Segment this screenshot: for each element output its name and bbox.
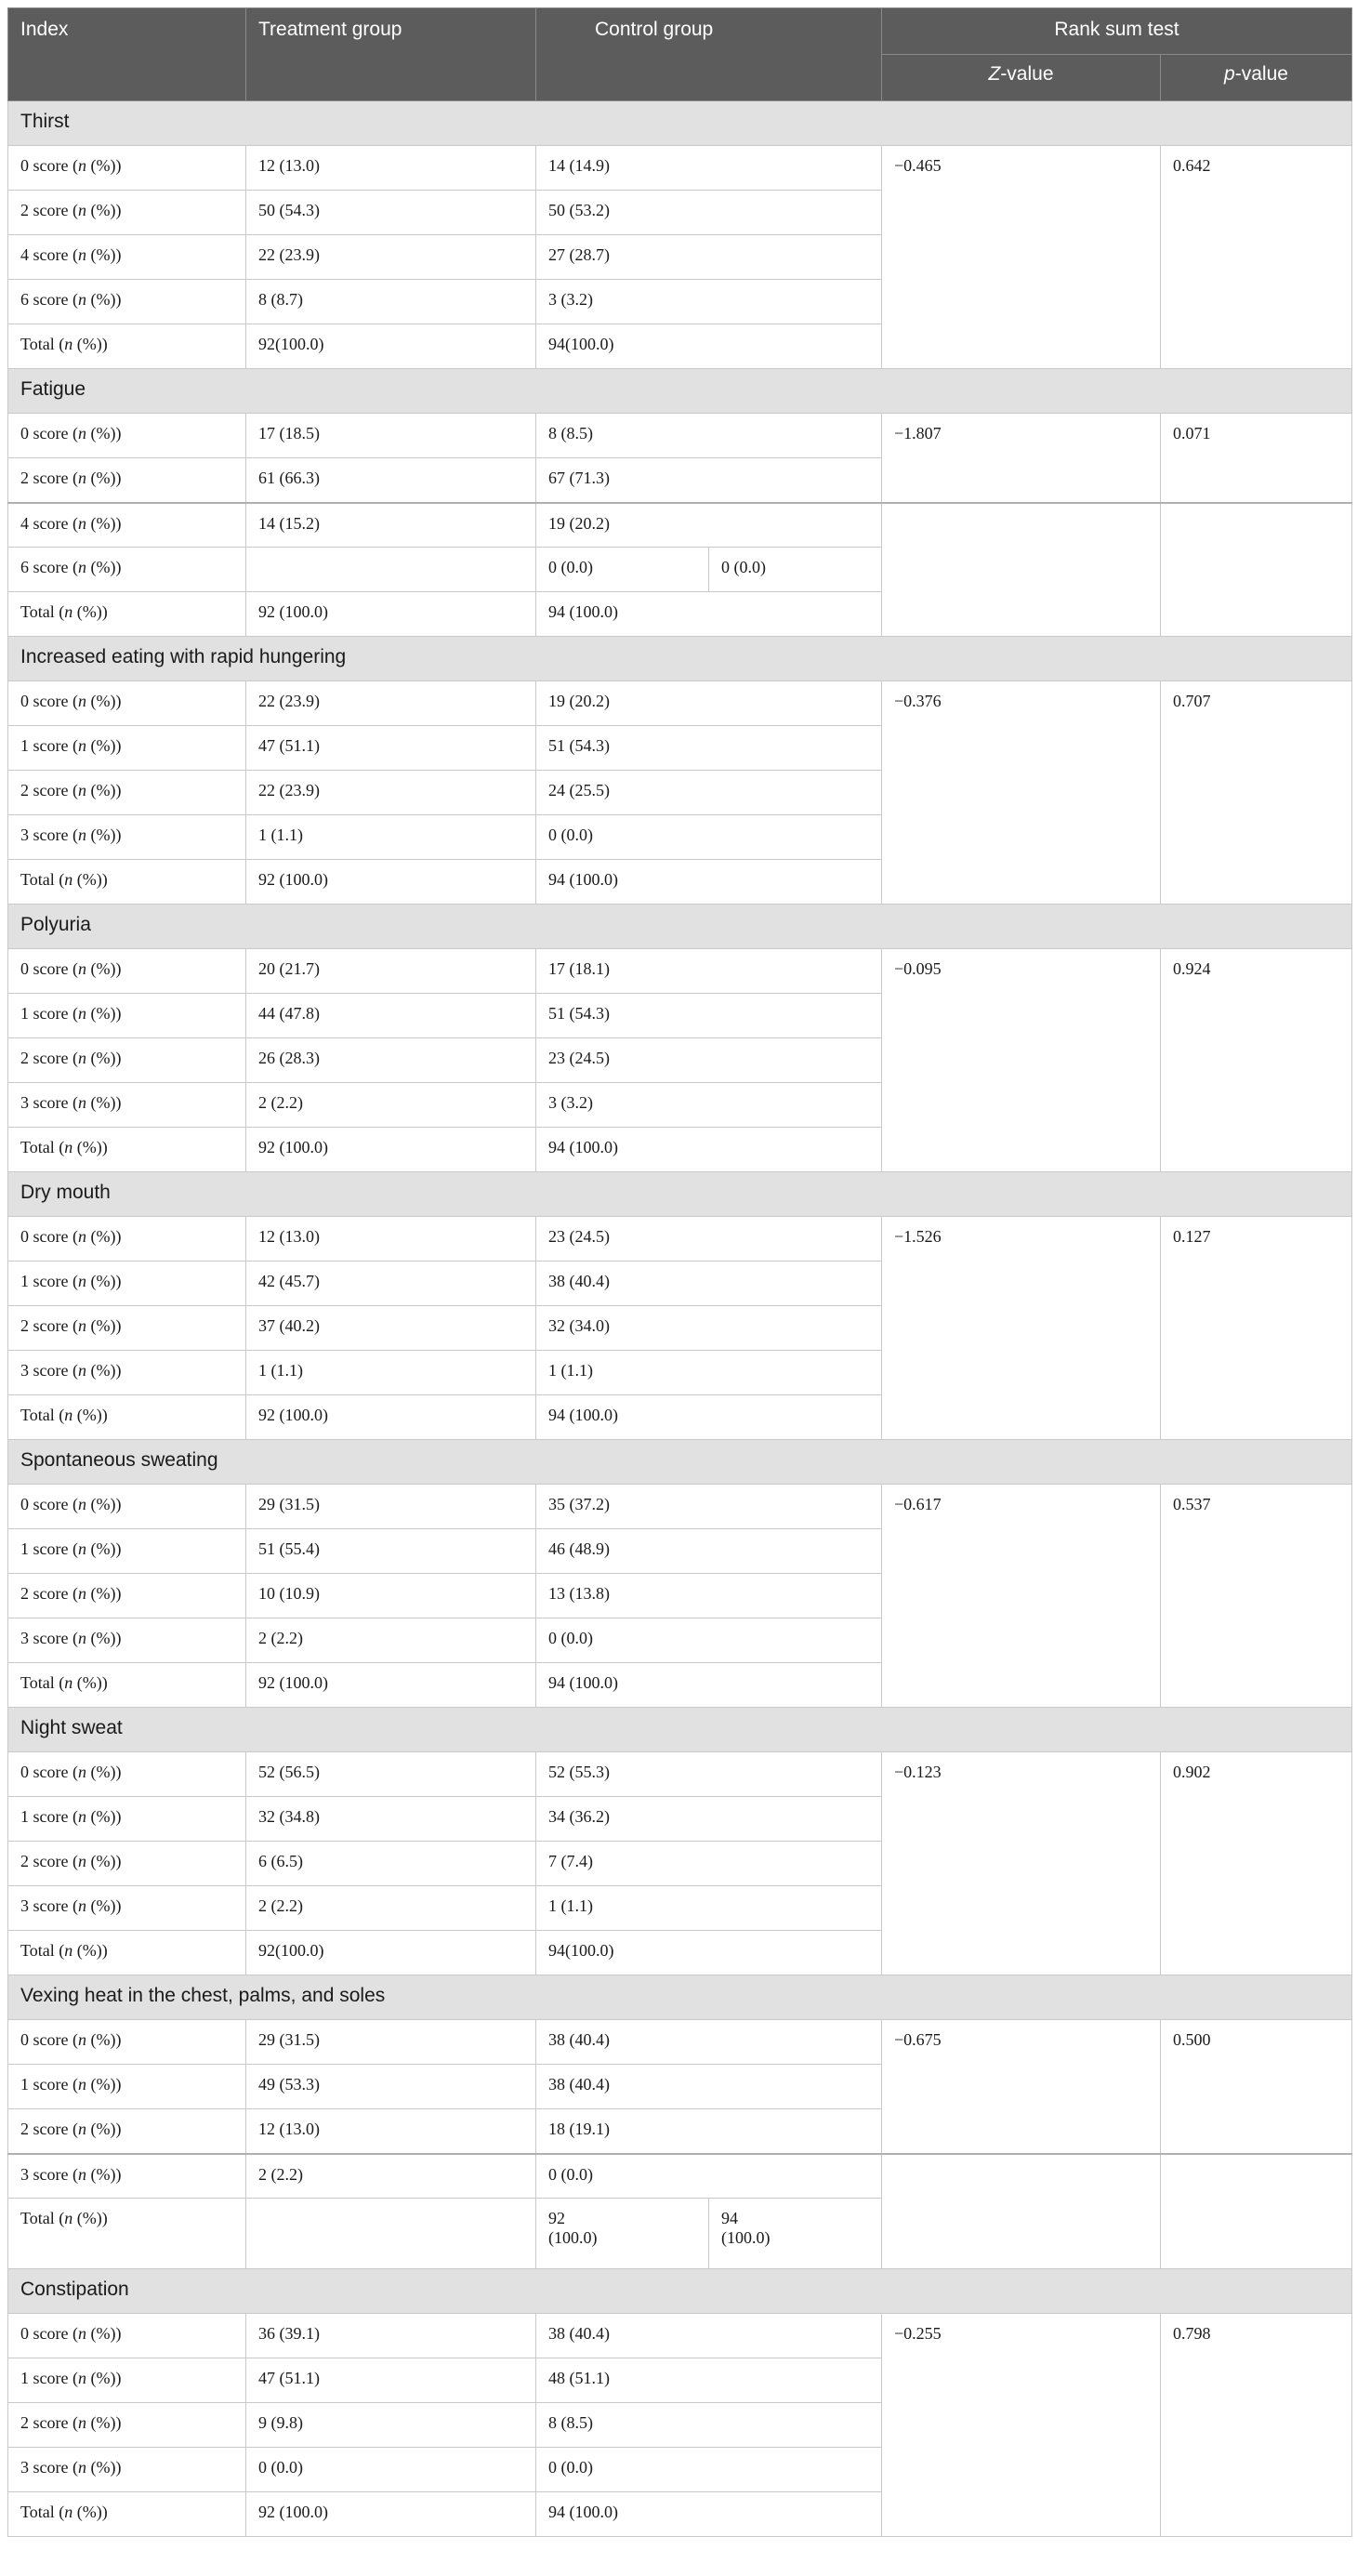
row-label: 0 score (n (%)) [8, 1752, 246, 1797]
treatment-cell: 92(100.0) [246, 324, 536, 369]
treatment-cell: 29 (31.5) [246, 1485, 536, 1529]
section-title: Dry mouth [8, 1172, 1352, 1217]
n-symbol: n [77, 1896, 86, 1915]
table-row [8, 414, 1352, 458]
treatment-cell: 29 (31.5) [246, 2020, 536, 2065]
z-value-cell: −0.465 [882, 146, 1161, 369]
n-symbol: n [77, 2324, 86, 2343]
treatment-cell: 0 (0.0) [246, 2448, 536, 2492]
p-value-cell: 0.798 [1161, 2314, 1352, 2537]
row-label: 2 score (n (%)) [8, 1842, 246, 1886]
row-label: 3 score (n (%)) [8, 2154, 246, 2199]
section-title: Spontaneous sweating [8, 1440, 1352, 1485]
n-symbol: n [77, 2369, 86, 2387]
treatment-cell: 92 (100.0) [246, 860, 536, 905]
section-header [8, 905, 1352, 949]
section-header [8, 637, 1352, 681]
row-label: 2 score (n (%)) [8, 771, 246, 815]
z-value-cell: −0.123 [882, 1752, 1161, 1975]
treatment-cell: 50 (54.3) [246, 191, 536, 235]
section-title: Polyuria [8, 905, 1352, 949]
n-symbol: n [77, 1807, 86, 1826]
row-label: 1 score (n (%)) [8, 726, 246, 771]
treatment-cell: 92 (100.0) [246, 1395, 536, 1440]
header-control-label: Control group [595, 19, 714, 40]
control-cell: 27 (28.7) [536, 235, 882, 280]
n-symbol: n [77, 1495, 86, 1513]
control-cell: 94(100.0) [536, 1931, 882, 1975]
row-label: 0 score (n (%)) [8, 1485, 246, 1529]
treatment-cell: 32 (34.8) [246, 1797, 536, 1842]
n-symbol: n [77, 2030, 86, 2049]
row-label: 2 score (n (%)) [8, 2403, 246, 2448]
row-label: 2 score (n (%)) [8, 2109, 246, 2154]
treatment-cell: 22 (23.9) [246, 681, 536, 726]
treatment-cell: 37 (40.2) [246, 1306, 536, 1351]
n-symbol: n [64, 1138, 73, 1156]
p-value-cell: 0.902 [1161, 1752, 1352, 1975]
control-cell: 94 (100.0) [536, 592, 882, 637]
row-label: Total (n (%)) [8, 324, 246, 369]
row-label: 3 score (n (%)) [8, 1351, 246, 1395]
n-symbol: n [77, 1584, 86, 1603]
treatment-cell: 36 (39.1) [246, 2314, 536, 2358]
treatment-cell: 22 (23.9) [246, 771, 536, 815]
control-cell: 17 (18.1) [536, 949, 882, 994]
n-symbol: n [77, 1763, 86, 1781]
control-cell: 7 (7.4) [536, 1842, 882, 1886]
control-cell: 94 (100.0) [536, 1395, 882, 1440]
control-cell: 94 (100.0) [536, 1128, 882, 1172]
treatment-cell: 10 (10.9) [246, 1574, 536, 1618]
treatment-cell: 14 (15.2) [246, 503, 536, 548]
control-cell: 52 (55.3) [536, 1752, 882, 1797]
n-symbol: n [64, 1941, 73, 1960]
row-label: 0 score (n (%)) [8, 1217, 246, 1262]
header-z-prefix: Z [988, 63, 1001, 85]
control-cell: 13 (13.8) [536, 1574, 882, 1618]
row-label: 4 score (n (%)) [8, 503, 246, 548]
row-label: Total (n (%)) [8, 2199, 246, 2269]
control-value: 92 [548, 2209, 565, 2227]
treatment-cell: 17 (18.5) [246, 414, 536, 458]
n-symbol: n [77, 959, 86, 978]
n-symbol: n [77, 2075, 86, 2094]
row-label: 2 score (n (%)) [8, 1038, 246, 1083]
section-title: Night sweat [8, 1708, 1352, 1752]
section-header [8, 1440, 1352, 1485]
n-symbol: n [77, 692, 86, 710]
control-cell: 94 (100.0) [536, 2492, 882, 2537]
n-symbol: n [77, 1629, 86, 1647]
n-symbol: n [64, 335, 73, 353]
treatment-cell: 2 (2.2) [246, 1886, 536, 1931]
results-table [7, 7, 1352, 2537]
table-row [8, 2020, 1352, 2065]
n-symbol: n [64, 1673, 73, 1692]
row-label: 1 score (n (%)) [8, 2065, 246, 2109]
control-cell: 32 (34.0) [536, 1306, 882, 1351]
control-cell: 35 (37.2) [536, 1485, 882, 1529]
control-cell: 94 (100.0) [536, 1663, 882, 1708]
z-value-cell: −1.526 [882, 1217, 1161, 1440]
treatment-cell: 92(100.0) [246, 1931, 536, 1975]
p-value-cell: 0.500 [1161, 2020, 1352, 2154]
row-label: Total (n (%)) [8, 592, 246, 637]
control-cell: 8 (8.5) [536, 2403, 882, 2448]
treatment-cell [246, 548, 536, 592]
row-label: 6 score (n (%)) [8, 548, 246, 592]
header-index: Index [8, 8, 246, 101]
n-symbol: n [77, 2458, 86, 2477]
section-title: Vexing heat in the chest, palms, and soles [8, 1975, 1352, 2020]
control-cell: 46 (48.9) [536, 1529, 882, 1574]
row-label: 0 score (n (%)) [8, 949, 246, 994]
n-symbol: n [64, 2503, 73, 2521]
row-label: 2 score (n (%)) [8, 191, 246, 235]
control-cell: 48 (51.1) [536, 2358, 882, 2403]
treatment-cell: 2 (2.2) [246, 2154, 536, 2199]
n-symbol: n [64, 2209, 73, 2227]
control-cell: 3 (3.2) [536, 280, 882, 324]
n-symbol: n [77, 1272, 86, 1290]
control-cell: 38 (40.4) [536, 1262, 882, 1306]
row-label: 1 score (n (%)) [8, 994, 246, 1038]
table-header [8, 8, 1352, 101]
control-cell: 1 (1.1) [536, 1351, 882, 1395]
control-cell: 67 (71.3) [536, 458, 882, 503]
row-label: 0 score (n (%)) [8, 681, 246, 726]
control-cell: 0 (0.0) [536, 1618, 882, 1663]
treatment-cell: 61 (66.3) [246, 458, 536, 503]
control-cell: 51 (54.3) [536, 994, 882, 1038]
control-percent: (100.0) [548, 2228, 598, 2247]
n-symbol: n [77, 156, 86, 175]
treatment-cell: 12 (13.0) [246, 2109, 536, 2154]
row-label: 1 score (n (%)) [8, 2358, 246, 2403]
header-control-group [536, 8, 882, 101]
table-row [8, 1485, 1352, 1529]
n-symbol: n [77, 1049, 86, 1067]
z-value-cell: −0.095 [882, 949, 1161, 1172]
control-cell: 19 (20.2) [536, 503, 882, 548]
control-extra-cell [709, 2199, 882, 2269]
treatment-cell: 52 (56.5) [246, 1752, 536, 1797]
treatment-cell: 49 (53.3) [246, 2065, 536, 2109]
row-label: 0 score (n (%)) [8, 414, 246, 458]
treatment-cell: 2 (2.2) [246, 1083, 536, 1128]
z-value-empty-cell [882, 2154, 1161, 2269]
treatment-cell: 1 (1.1) [246, 815, 536, 860]
z-value-cell: −1.807 [882, 414, 1161, 503]
control-cell: 0 (0.0) [536, 548, 709, 592]
treatment-cell: 47 (51.1) [246, 2358, 536, 2403]
treatment-cell: 26 (28.3) [246, 1038, 536, 1083]
treatment-cell: 51 (55.4) [246, 1529, 536, 1574]
section-header [8, 2269, 1352, 2314]
n-symbol: n [77, 558, 86, 576]
z-value-empty-cell [882, 503, 1161, 637]
control-cell: 51 (54.3) [536, 726, 882, 771]
n-symbol: n [77, 1227, 86, 1246]
row-label: 3 score (n (%)) [8, 2448, 246, 2492]
n-symbol: n [77, 736, 86, 755]
row-label: 0 score (n (%)) [8, 2020, 246, 2065]
control-cell: 18 (19.1) [536, 2109, 882, 2154]
treatment-cell: 1 (1.1) [246, 1351, 536, 1395]
table-body [8, 101, 1352, 2537]
n-symbol: n [64, 870, 73, 889]
z-value-cell: −0.617 [882, 1485, 1161, 1708]
table-row [8, 2314, 1352, 2358]
z-value-cell: −0.675 [882, 2020, 1161, 2154]
n-symbol: n [77, 2120, 86, 2138]
n-symbol: n [77, 290, 86, 309]
n-symbol: n [77, 1539, 86, 1558]
p-value-cell: 0.071 [1161, 414, 1352, 503]
p-value-cell: 0.707 [1161, 681, 1352, 905]
p-value-cell: 0.127 [1161, 1217, 1352, 1440]
treatment-cell: 12 (13.0) [246, 146, 536, 191]
control-cell: 50 (53.2) [536, 191, 882, 235]
row-label: Total (n (%)) [8, 1395, 246, 1440]
section-title: Thirst [8, 101, 1352, 146]
treatment-cell: 47 (51.1) [246, 726, 536, 771]
control-cell: 38 (40.4) [536, 2020, 882, 2065]
control-cell: 23 (24.5) [536, 1217, 882, 1262]
row-label: 1 score (n (%)) [8, 1529, 246, 1574]
control-cell: 3 (3.2) [536, 1083, 882, 1128]
treatment-cell: 2 (2.2) [246, 1618, 536, 1663]
table-row [8, 146, 1352, 191]
control-cell: 94(100.0) [536, 324, 882, 369]
section-title: Increased eating with rapid hungering [8, 637, 1352, 681]
control-extra-cell: 0 (0.0) [709, 548, 882, 592]
n-symbol: n [77, 1852, 86, 1870]
row-label: Total (n (%)) [8, 1931, 246, 1975]
section-header [8, 101, 1352, 146]
extra-value: 94 [721, 2209, 738, 2227]
treatment-cell: 22 (23.9) [246, 235, 536, 280]
row-label: Total (n (%)) [8, 1128, 246, 1172]
n-symbol: n [77, 424, 86, 443]
treatment-cell: 92 (100.0) [246, 1128, 536, 1172]
table-row [8, 503, 1352, 548]
z-value-cell: −0.376 [882, 681, 1161, 905]
table-row [8, 1217, 1352, 1262]
extra-percent: (100.0) [721, 2228, 771, 2247]
treatment-cell: 8 (8.7) [246, 280, 536, 324]
p-value-cell: 0.924 [1161, 949, 1352, 1172]
control-cell: 34 (36.2) [536, 1797, 882, 1842]
control-cell: 0 (0.0) [536, 2448, 882, 2492]
control-cell: 0 (0.0) [536, 815, 882, 860]
n-symbol: n [77, 469, 86, 487]
section-title: Fatigue [8, 369, 1352, 414]
treatment-cell: 6 (6.5) [246, 1842, 536, 1886]
treatment-cell: 92 (100.0) [246, 592, 536, 637]
row-label: 3 score (n (%)) [8, 1618, 246, 1663]
header-p-value [1161, 55, 1352, 101]
row-label: Total (n (%)) [8, 2492, 246, 2537]
control-cell: 23 (24.5) [536, 1038, 882, 1083]
treatment-cell: 12 (13.0) [246, 1217, 536, 1262]
treatment-cell: 44 (47.8) [246, 994, 536, 1038]
n-symbol: n [64, 1406, 73, 1424]
row-label: 1 score (n (%)) [8, 1262, 246, 1306]
control-cell: 1 (1.1) [536, 1886, 882, 1931]
table-row [8, 1752, 1352, 1797]
row-label: 1 score (n (%)) [8, 1797, 246, 1842]
row-label: 6 score (n (%)) [8, 280, 246, 324]
n-symbol: n [77, 1093, 86, 1112]
row-label: 3 score (n (%)) [8, 1083, 246, 1128]
p-value-empty-cell [1161, 2154, 1352, 2269]
treatment-cell: 92 (100.0) [246, 2492, 536, 2537]
control-cell [536, 2199, 709, 2269]
n-symbol: n [77, 1004, 86, 1023]
row-label: 0 score (n (%)) [8, 2314, 246, 2358]
table-row [8, 949, 1352, 994]
header-z-suffix: -value [1000, 63, 1054, 85]
section-title: Constipation [8, 2269, 1352, 2314]
n-symbol: n [64, 602, 73, 621]
control-cell: 8 (8.5) [536, 414, 882, 458]
p-value-cell: 0.642 [1161, 146, 1352, 369]
control-cell: 38 (40.4) [536, 2065, 882, 2109]
row-label: 3 score (n (%)) [8, 1886, 246, 1931]
table-row [8, 681, 1352, 726]
section-header [8, 1172, 1352, 1217]
control-cell: 14 (14.9) [536, 146, 882, 191]
header-p-prefix: p [1224, 63, 1235, 85]
section-header [8, 1975, 1352, 2020]
header-z-value [882, 55, 1161, 101]
n-symbol: n [77, 201, 86, 219]
p-value-empty-cell [1161, 503, 1352, 637]
p-value-cell: 0.537 [1161, 1485, 1352, 1708]
table-row [8, 2154, 1352, 2199]
treatment-cell: 42 (45.7) [246, 1262, 536, 1306]
header-rank-sum-test: Rank sum test [882, 8, 1352, 55]
control-cell: 38 (40.4) [536, 2314, 882, 2358]
row-label: 2 score (n (%)) [8, 1306, 246, 1351]
z-value-cell: −0.255 [882, 2314, 1161, 2537]
header-treatment-group: Treatment group [246, 8, 536, 101]
treatment-cell: 92 (100.0) [246, 1663, 536, 1708]
control-cell: 19 (20.2) [536, 681, 882, 726]
n-symbol: n [77, 245, 86, 264]
row-label: Total (n (%)) [8, 860, 246, 905]
n-symbol: n [77, 2413, 86, 2432]
n-symbol: n [77, 826, 86, 844]
n-symbol: n [77, 2164, 86, 2184]
row-label: 0 score (n (%)) [8, 146, 246, 191]
n-symbol: n [77, 513, 86, 533]
treatment-cell: 9 (9.8) [246, 2403, 536, 2448]
row-label: 2 score (n (%)) [8, 458, 246, 503]
control-cell: 24 (25.5) [536, 771, 882, 815]
treatment-cell: 20 (21.7) [246, 949, 536, 994]
control-cell: 94 (100.0) [536, 860, 882, 905]
n-symbol: n [77, 1361, 86, 1380]
control-cell: 0 (0.0) [536, 2154, 882, 2199]
section-header [8, 1708, 1352, 1752]
row-label: 2 score (n (%)) [8, 1574, 246, 1618]
row-label: 3 score (n (%)) [8, 815, 246, 860]
header-p-suffix: -value [1234, 63, 1288, 85]
n-symbol: n [77, 1316, 86, 1335]
row-label: 4 score (n (%)) [8, 235, 246, 280]
n-symbol: n [77, 781, 86, 799]
row-label: Total (n (%)) [8, 1663, 246, 1708]
treatment-cell [246, 2199, 536, 2269]
section-header [8, 369, 1352, 414]
